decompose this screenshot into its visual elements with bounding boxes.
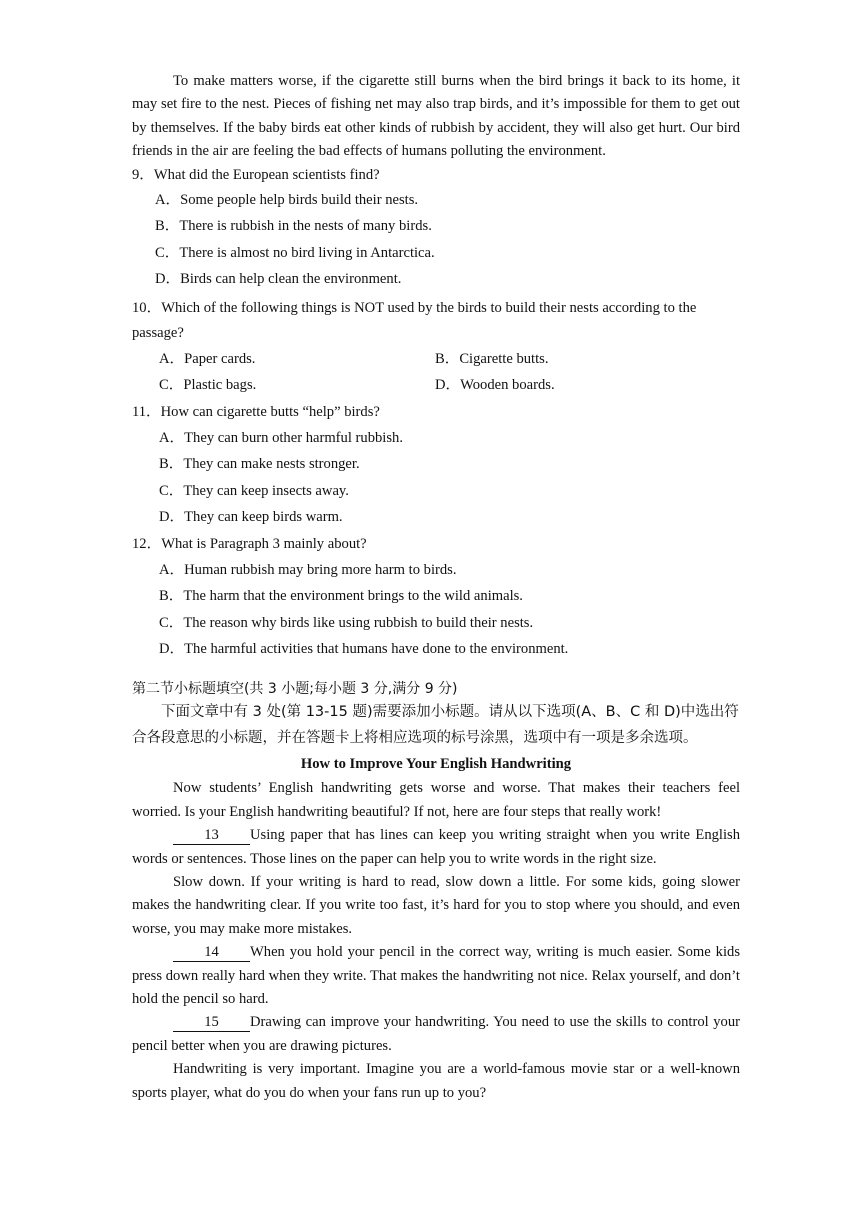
- question-stem: 11．How can cigarette butts “help” birds?: [132, 404, 380, 421]
- option-d: D．Wooden boards.: [435, 376, 555, 393]
- article-paragraph: [132, 941, 740, 1011]
- option-b: B．The harm that the environment brings to the wild animals.: [159, 588, 523, 605]
- article-paragraph: Handwriting is very important. Imagine you are a world-famous movie star or a well-known sports player, what do you do when your fans run up to you?: [132, 1061, 740, 1101]
- option-row: [132, 372, 740, 398]
- option-d: D．The harmful activities that humans have done to the environment.: [159, 640, 569, 657]
- option-a: A．Some people help birds build their nests.: [155, 192, 419, 209]
- option-c: C．Plastic bags.: [159, 376, 257, 393]
- question-12: [132, 533, 740, 662]
- paragraph-text: Using paper that has lines can keep you writing straight when you write English words or sentences. Those lines on the paper can help you to write words in the right size.: [132, 827, 740, 867]
- option-b: B．There is rubbish in the nests of many birds.: [155, 218, 432, 235]
- option-c: C．There is almost no bird living in Antarctica.: [155, 244, 435, 261]
- question-stem: 10．Which of the following things is NOT used by the birds to build their nests according to the passage?: [132, 299, 697, 341]
- article-paragraph: Slow down. If your writing is hard to read, slow down a little. For some kids, going slower makes the handwriting clear. If you write too fast, it’s hard for you to stop where you should, and even worse, you may make more mistakes.: [132, 873, 740, 937]
- option-d: D．They can keep birds warm.: [159, 508, 343, 525]
- option-a: A．They can burn other harmful rubbish.: [159, 429, 403, 446]
- option-row: [132, 346, 740, 372]
- answer-blank-14[interactable]: 14: [173, 943, 250, 962]
- option-b: B．Cigarette butts.: [435, 350, 549, 367]
- question-9: [132, 164, 740, 293]
- article-paragraph: [132, 824, 740, 871]
- section-title: 第二节小标题填空(共 3 小题;每小题 3 分,满分 9 分): [132, 681, 458, 698]
- article-paragraph: [132, 1011, 740, 1058]
- option-b: B．They can make nests stronger.: [159, 456, 360, 473]
- option-a: A．Human rubbish may bring more harm to birds.: [159, 561, 457, 578]
- answer-blank-15[interactable]: 15: [173, 1013, 250, 1032]
- option-c: C．They can keep insects away.: [159, 482, 349, 499]
- option-d: D．Birds can help clean the environment.: [155, 271, 402, 288]
- question-10: [132, 296, 740, 399]
- option-c: C．The reason why birds like using rubbish to build their nests.: [159, 614, 534, 631]
- question-11: [132, 401, 740, 530]
- answer-blank-13[interactable]: 13: [173, 826, 250, 845]
- section-instructions: 下面文章中有 3 处(第 13-15 题)需要添加小标题。请从以下选项(A、B、C 和 D)中选出符合各段意思的小标题，并在答题卡上将相应选项的标号涂黑，选项中有一项是多余选项。: [132, 704, 739, 746]
- option-a: A．Paper cards.: [159, 350, 256, 367]
- question-stem: 12．What is Paragraph 3 mainly about?: [132, 536, 367, 553]
- passage-paragraph: To make matters worse, if the cigarette still burns when the bird brings it back to its home, it may set fire to the nest. Pieces of fishing net may also trap birds, and it’s impossible for them to get out by themselves. If the baby birds eat other kinds of rubbish by accident, they will also get hurt. Our bird friends in the air are feeling the bad effects of humans polluting the environment.: [132, 73, 740, 160]
- article-title: How to Improve Your English Handwriting: [300, 756, 572, 773]
- question-stem: 9．What did the European scientists find?: [132, 166, 380, 183]
- page-content: [132, 70, 740, 1105]
- article-paragraph: Now students’ English handwriting gets worse and worse. That makes their teachers feel worried. Is your English handwriting beautiful? If not, here are four steps that really work!: [132, 780, 740, 820]
- paragraph-text: When you hold your pencil in the correct way, writing is much easier. Some kids press down really hard when they write. That makes the handwriting not nice. Relax yourself, and don’t hold the pencil so hard.: [132, 944, 740, 1007]
- paragraph-text: Drawing can improve your handwriting. You need to use the skills to control your pencil better when you are drawing pictures.: [132, 1014, 740, 1054]
